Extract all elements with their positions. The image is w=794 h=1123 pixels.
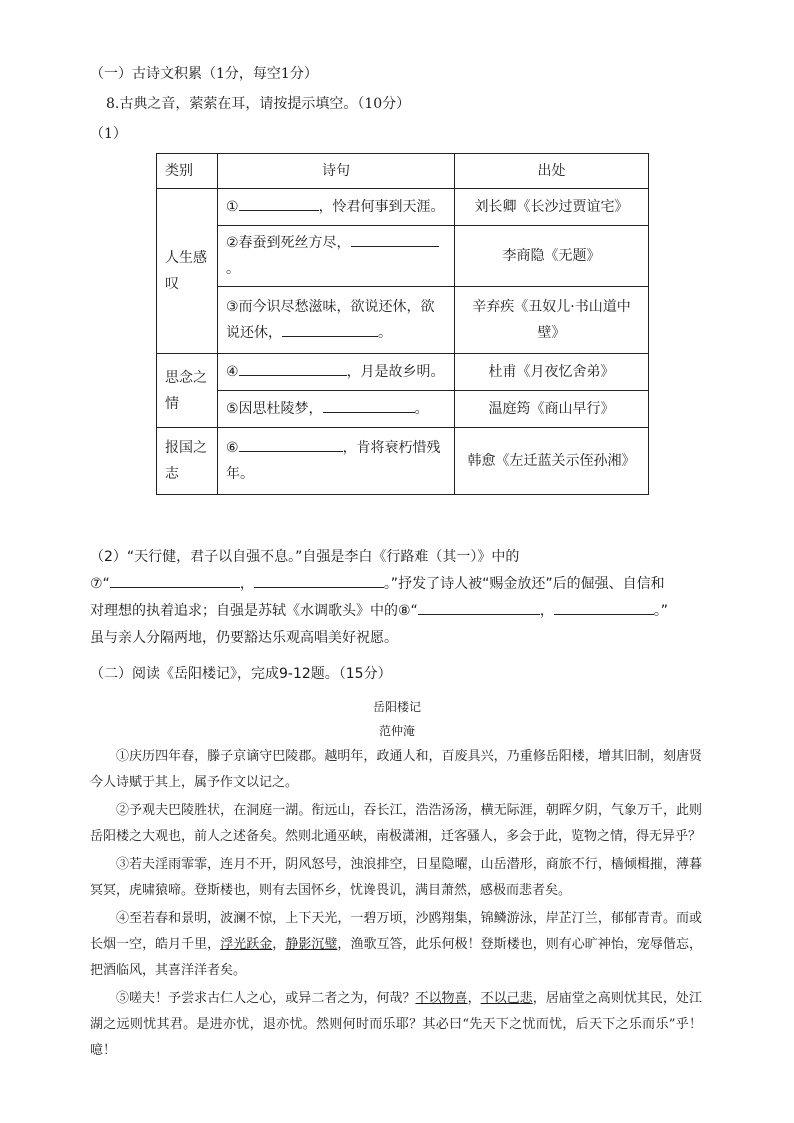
source-cell: 韩愈《左迁蓝关示侄孙湘》 xyxy=(455,428,649,495)
source-cell: 温庭筠《商山早行》 xyxy=(455,391,649,428)
answer-blank[interactable] xyxy=(351,232,439,247)
paragraph-3: ③若夫淫雨霏霏，连月不开，阴风怒号，浊浪排空，日星隐曜，山岳潜形，商旅不行，樯倾楫摧，薄暮冥冥，虎啸猿啼。登斯楼也，则有去国怀乡，忧谗畏讥，满目萧然，感极而悲者矣。 xyxy=(90,857,702,898)
answer-blank[interactable] xyxy=(254,573,384,588)
verse-cell: ③而今识尽愁滋味，欲说还休，欲说还休， 。 xyxy=(218,287,455,354)
source-cell: 李商隐《无题》 xyxy=(455,226,649,287)
verse-cell: ⑥ ，肯将衰朽惜残年。 xyxy=(218,428,455,495)
sub-question-1: （1） xyxy=(90,126,127,142)
section2-title: （二）阅读《岳阳楼记》，完成9-12题。（15分） xyxy=(90,666,392,682)
verse-cell: ⑤因思杜陵梦， 。 xyxy=(218,391,455,428)
paragraph-1: ①庆历四年春，滕子京谪守巴陵郡。越明年，政通人和，百废具兴，乃重修岳阳楼，增其旧制，刻唐贤今人诗赋于其上，属予作文以记之。 xyxy=(90,749,702,790)
source-cell: 杜甫《月夜忆舍弟》 xyxy=(455,354,649,391)
underlined-phrase: 不以物喜 xyxy=(415,991,468,1006)
text-title: 岳阳楼记 xyxy=(372,700,421,714)
table-row xyxy=(157,287,649,354)
answer-blank[interactable] xyxy=(323,398,415,413)
table-header-row xyxy=(157,154,649,189)
answer-blank[interactable] xyxy=(282,322,378,337)
section1-title: （一）古诗文积累（1分，每空1分） xyxy=(90,66,318,82)
category-cell: 人生感叹 xyxy=(157,189,218,354)
header-source: 出处 xyxy=(455,154,649,189)
header-category: 类别 xyxy=(157,154,218,189)
answer-blank[interactable] xyxy=(239,196,319,211)
underlined-phrase: 不以己悲 xyxy=(480,991,533,1006)
text-author: 范仲淹 xyxy=(378,724,415,738)
paragraph-5: ⑤嗟夫！予尝求古仁人之心，或异二者之为，何哉？不以物喜，不以己悲，居庙堂之高则忧其民，处江湖之远则忧其君。是进亦忧，退亦忧。然则何时而乐耶？其必曰“先天下之忧而忧，后天下之乐而乐”乎！噫！ xyxy=(90,991,702,1058)
verse-cell: ④ ，月是故乡明。 xyxy=(218,354,455,391)
category-cell: 思念之情 xyxy=(157,354,218,428)
poem-table xyxy=(156,153,649,495)
source-cell: 刘长卿《长沙过贾谊宅》 xyxy=(455,189,649,226)
table-row xyxy=(157,226,649,287)
category-cell: 报国之志 xyxy=(157,428,218,495)
answer-blank[interactable] xyxy=(554,600,654,615)
underlined-phrase: 静影沉璧 xyxy=(285,937,338,952)
table-row xyxy=(157,354,649,391)
table-row xyxy=(157,428,649,495)
paragraph-4: ④至若春和景明，波澜不惊，上下天光，一碧万顷，沙鸥翔集，锦鳞游泳，岸芷汀兰，郁郁青青。而或长烟一空，皓月千里，浮光跃金，静影沉璧，渔歌互答，此乐何极！登斯楼也，则有心旷神怡，宠辱偕忘，把酒临风，其喜洋洋者矣。 xyxy=(90,911,702,978)
answer-blank[interactable] xyxy=(239,437,343,452)
answer-blank[interactable] xyxy=(418,600,540,615)
answer-blank[interactable] xyxy=(239,361,347,376)
underlined-phrase: 浮光跃金 xyxy=(220,937,273,952)
sub-question-2: （2）“天行健，君子以自强不息。”自强是李白《行路难（其一）》中的 ⑦“ ， 。”抒发了诗人被“赐金放还”后的倔强、自信和 对理想的执着追求；自强是苏轼《水调歌头》中的⑧“ ， 。” 虽与亲人分隔两地，仍要豁达乐观高唱美好祝愿。 xyxy=(90,549,669,646)
table-row xyxy=(157,189,649,226)
table-row xyxy=(157,391,649,428)
answer-blank[interactable] xyxy=(110,573,240,588)
source-cell: 辛弃疾《丑奴儿·书山道中壁》 xyxy=(455,287,649,354)
header-verse: 诗句 xyxy=(218,154,455,189)
paragraph-2: ②予观夫巴陵胜状，在洞庭一湖。衔远山，吞长江，浩浩汤汤，横无际涯，朝晖夕阴，气象万千，此则岳阳楼之大观也，前人之述备矣。然则北通巫峡，南极潇湘，迁客骚人，多会于此，览物之情，得无异乎？ xyxy=(90,803,702,844)
verse-cell: ②春蚕到死丝方尽，。 xyxy=(218,226,455,287)
question-8: 8.古典之音，萦萦在耳，请按提示填空。（10分） xyxy=(106,96,411,112)
verse-cell: ① ，怜君何事到天涯。 xyxy=(218,189,455,226)
